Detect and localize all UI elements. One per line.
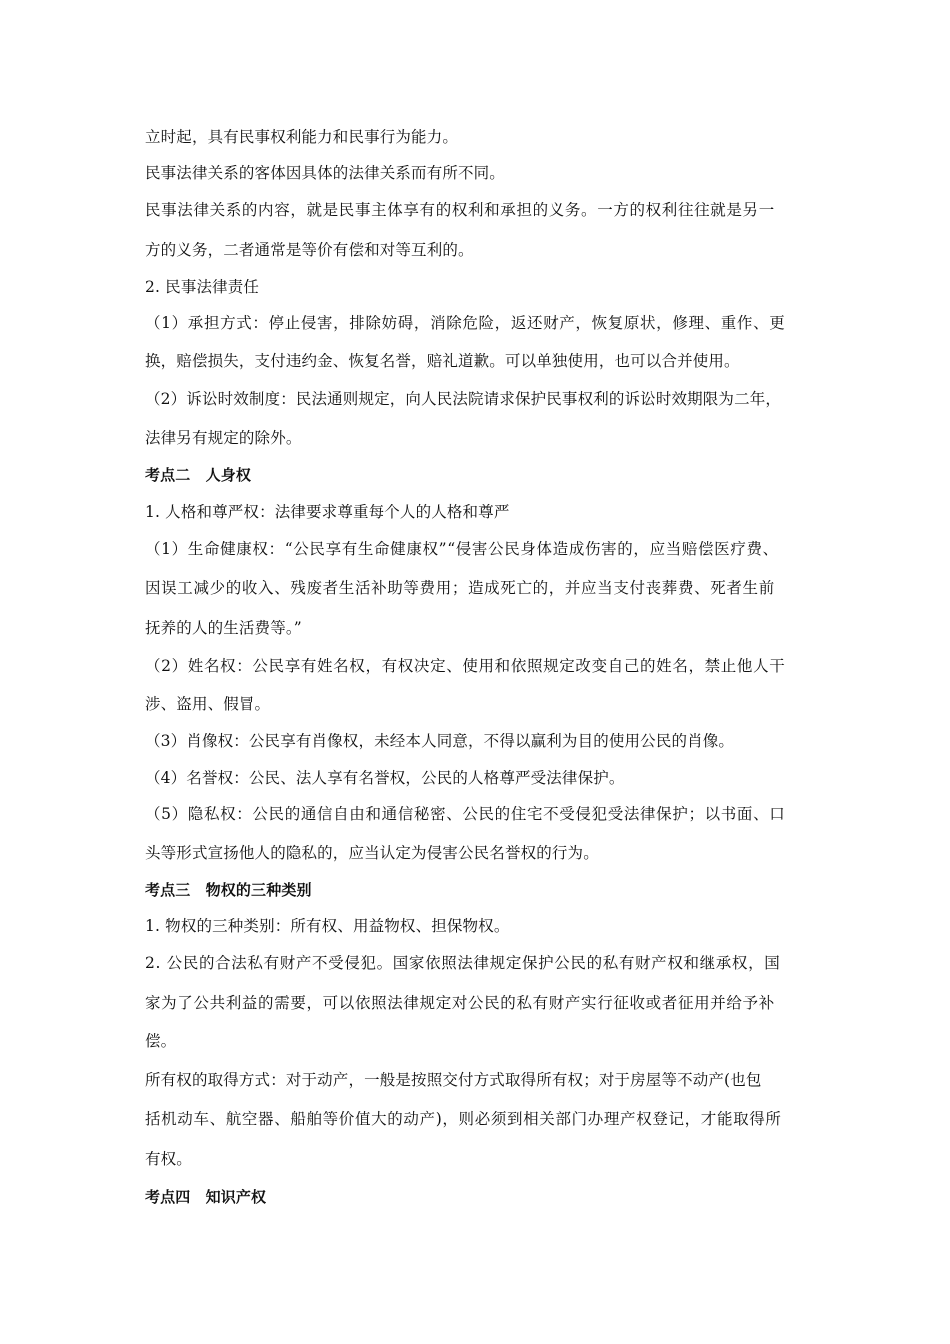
paragraph-line: 头等形式宣扬他人的隐私的，应当认定为侵害公民名誉权的行为。 xyxy=(145,844,599,862)
paragraph-line: （4）名誉权：公民、法人享有名誉权，公民的人格尊严受法律保护。 xyxy=(145,769,625,787)
paragraph-line: （2）诉讼时效制度：民法通则规定，向人民法院请求保护民事权利的诉讼时效期限为二年， xyxy=(145,390,782,408)
paragraph-line: 所有权的取得方式：对于动产，一般是按照交付方式取得所有权；对于房屋等不动产(也包 xyxy=(145,1071,762,1089)
paragraph-line: （2）姓名权：公民享有姓名权，有权决定、使用和依照规定改变自己的姓名，禁止他人干 xyxy=(145,657,786,675)
section-heading: 考点四 知识产权 xyxy=(145,1188,267,1206)
paragraph-line: 家为了公共利益的需要，可以依照法律规定对公民的私有财产实行征收或者征用并给予补 xyxy=(145,994,775,1012)
numbered-item-1: 1. 人格和尊严权：法律要求尊重每个人的人格和尊严 xyxy=(145,503,510,521)
numbered-item-2: 2. 公民的合法私有财产不受侵犯。国家依照法律规定保护公民的私有财产权和继承权，国 xyxy=(145,954,781,972)
paragraph-line: （1）生命健康权：“公民享有生命健康权”“侵害公民身体造成伤害的，应当赔偿医疗费、 xyxy=(145,540,779,558)
paragraph-line: 涉、盗用、假冒。 xyxy=(145,695,271,713)
paragraph-line: 立时起，具有民事权利能力和民事行为能力。 xyxy=(145,128,459,146)
numbered-item-1: 1. 物权的三种类别：所有权、用益物权、担保物权。 xyxy=(145,917,510,935)
paragraph-line: 换，赔偿损失，支付违约金、恢复名誉，赔礼道歉。可以单独使用，也可以合并使用。 xyxy=(145,352,740,370)
section-heading: 考点二 人身权 xyxy=(145,466,252,484)
numbered-item-2: 2. 民事法律责任 xyxy=(145,278,260,296)
paragraph-line: 民事法律关系的内容，就是民事主体享有的权利和承担的义务。一方的权利往往就是另一 xyxy=(145,201,775,219)
paragraph-line: （3）肖像权：公民享有肖像权，未经本人同意，不得以赢利为目的使用公民的肖像。 xyxy=(145,732,735,750)
paragraph-line: 有权。 xyxy=(145,1150,192,1168)
paragraph-line: 因误工减少的收入、残废者生活补助等费用；造成死亡的，并应当支付丧葬费、死者生前 xyxy=(145,579,775,597)
paragraph-line: 民事法律关系的客体因具体的法律关系而有所不同。 xyxy=(145,164,505,182)
paragraph-line: 方的义务，二者通常是等价有偿和对等互利的。 xyxy=(145,241,474,259)
section-heading: 考点三 物权的三种类别 xyxy=(145,881,312,899)
paragraph-line: 括机动车、航空器、船舶等价值大的动产)，则必须到相关部门办理产权登记，才能取得所 xyxy=(145,1110,782,1128)
paragraph-line: 法律另有规定的除外。 xyxy=(145,429,302,447)
paragraph-line: （5）隐私权：公民的通信自由和通信秘密、公民的住宅不受侵犯受法律保护；以书面、口 xyxy=(145,805,786,823)
paragraph-line: 偿。 xyxy=(145,1032,177,1050)
paragraph-line: （1）承担方式：停止侵害，排除妨碍，消除危险，返还财产，恢复原状，修理、重作、更 xyxy=(145,314,786,332)
paragraph-line: 抚养的人的生活费等。” xyxy=(145,619,302,637)
